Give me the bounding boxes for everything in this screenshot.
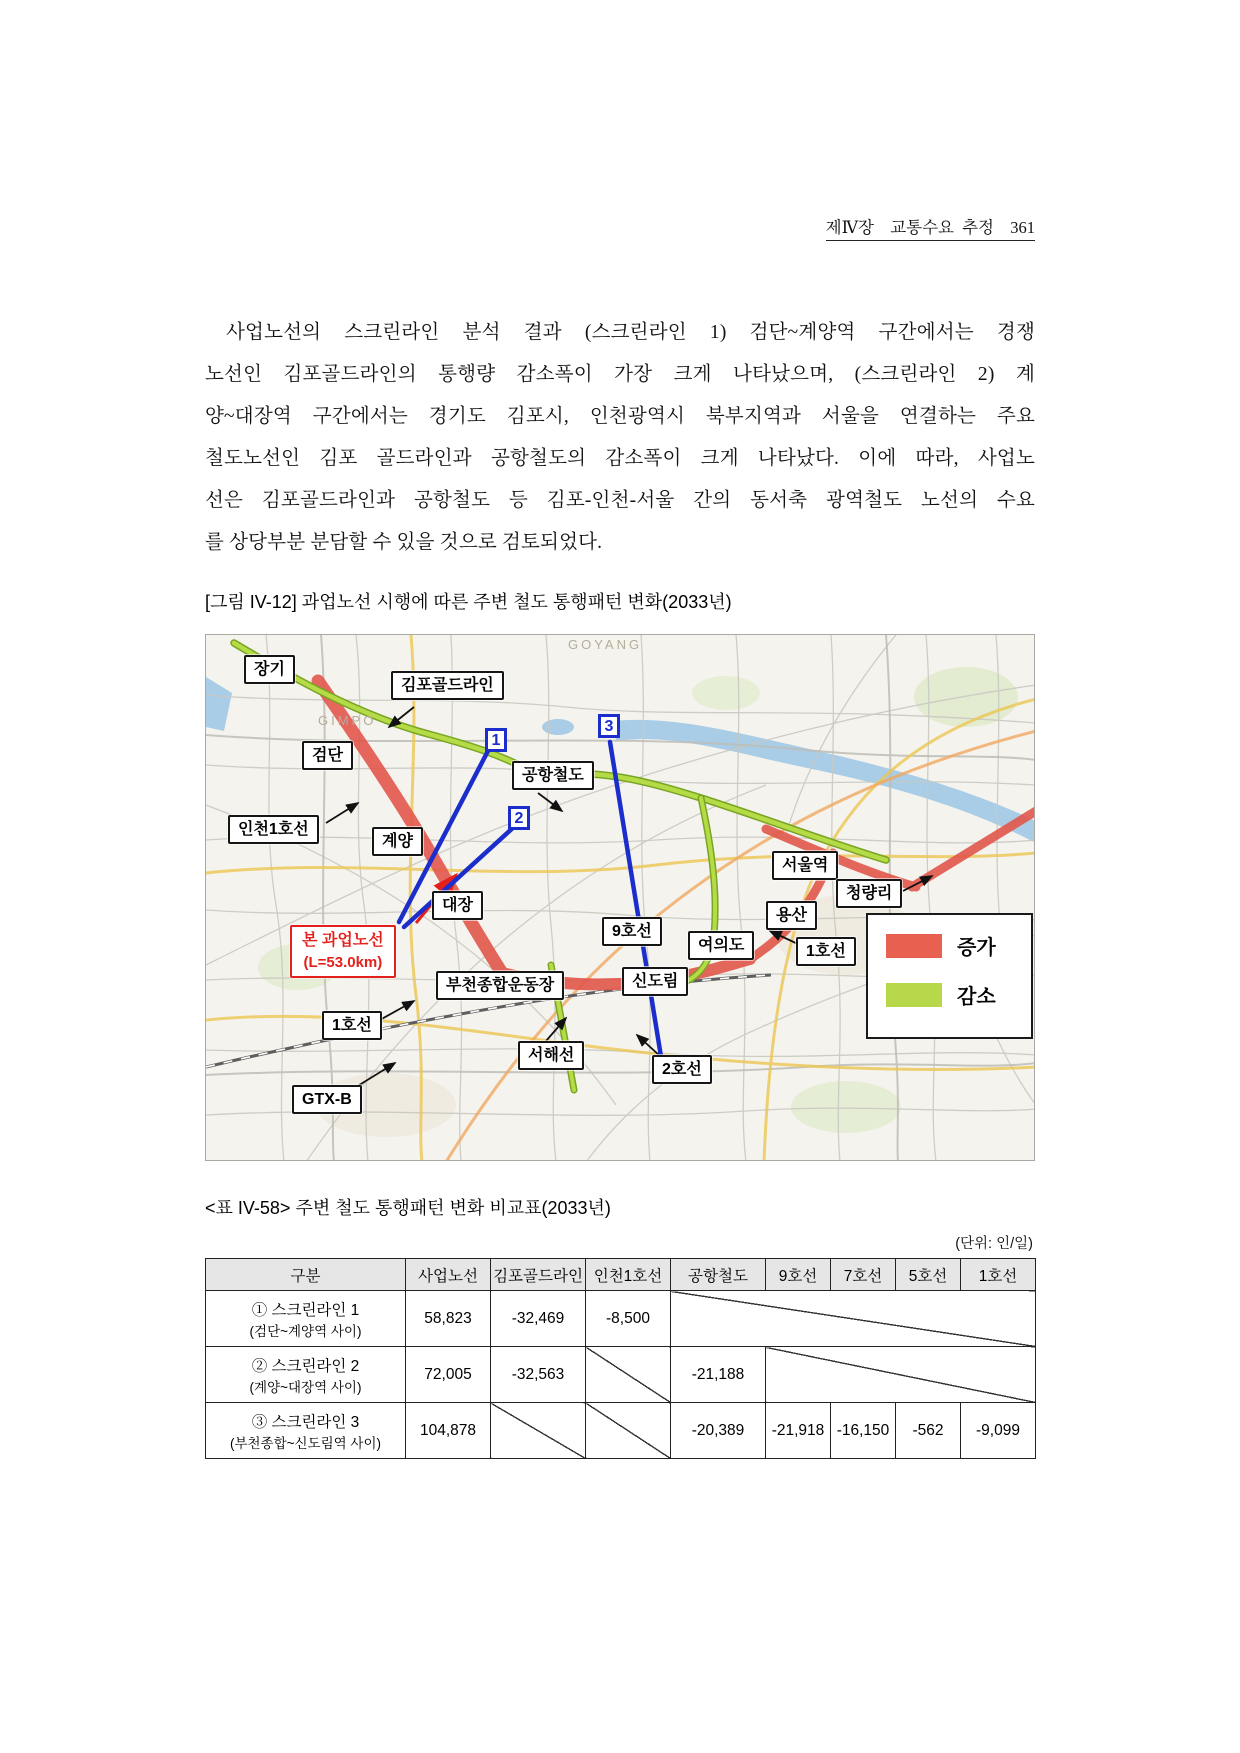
map-label-gyeyang: 계양 [372, 827, 423, 856]
table-cell: -16,150 [831, 1403, 896, 1459]
figure-caption: [그림 IV-12] 과업노선 시행에 따른 주변 철도 통행패턴 변화(2033년) [205, 592, 732, 612]
page-header [826, 214, 1035, 238]
table-cell: -32,469 [491, 1291, 586, 1347]
legend-row-decrease [886, 980, 1031, 1009]
column-header: 구분 [206, 1259, 406, 1291]
railway-change-map [205, 634, 1035, 1161]
column-header: 김포골드라인 [491, 1259, 586, 1291]
table-cell: -8,500 [586, 1291, 671, 1347]
table-caption: <표 IV-58> 주변 철도 통행패턴 변화 비교표(2033년) [205, 1198, 611, 1218]
row-label-sub: (검단~계양역 사이) [249, 1323, 362, 1339]
basemap-city-goyang: GOYANG [568, 637, 643, 652]
map-label-seohae-line: 서해선 [518, 1041, 584, 1070]
map-label-line9: 9호선 [602, 917, 662, 946]
empty-cell-diagonal [491, 1403, 586, 1459]
map-label-line2: 2호선 [652, 1055, 712, 1084]
screenline-marker-3: 3 [598, 714, 620, 738]
column-header: 5호선 [896, 1259, 961, 1291]
table-cell: -21,918 [766, 1403, 831, 1459]
map-label-incheon-line1: 인천1호선 [228, 815, 319, 844]
table-cell: -32,563 [491, 1347, 586, 1403]
comparison-table [205, 1258, 1036, 1459]
column-header: 사업노선 [406, 1259, 491, 1291]
screenline-marker-1: 1 [485, 728, 507, 752]
map-label-gimpo-gold-line: 김포골드라인 [391, 671, 504, 700]
row-label-sub: (계양~대장역 사이) [249, 1379, 362, 1395]
project-line-name: 본 과업노선 [302, 932, 384, 949]
increase-color-swatch [886, 934, 942, 958]
table-row-screenline-2 [206, 1347, 1036, 1403]
row-label-title: ③ 스크린라인 3 [251, 1413, 360, 1431]
map-label-line1-west: 1호선 [322, 1011, 382, 1040]
column-header: 공항철도 [671, 1259, 766, 1291]
table-cell: 104,878 [406, 1403, 491, 1459]
map-label-bucheon-stadium: 부천종합운동장 [436, 971, 564, 1000]
empty-cell-diagonal [671, 1291, 1036, 1347]
decrease-label: 감소 [957, 986, 996, 1008]
paragraph-line: 선은 김포골드라인과 공항철도 등 김포-인천-서울 간의 동서축 광역철도 노선의 수요 [205, 490, 1035, 511]
map-label-cheongnyangni: 청량리 [836, 879, 902, 908]
empty-cell-diagonal [766, 1347, 1036, 1403]
decrease-color-swatch [886, 983, 942, 1007]
table-header-row [206, 1259, 1036, 1291]
basemap-city-gimpo: GIMPO [318, 713, 377, 728]
table-row-screenline-1 [206, 1291, 1036, 1347]
table-cell: 72,005 [406, 1347, 491, 1403]
map-label-daejang: 대장 [432, 891, 483, 920]
row-label [206, 1291, 406, 1347]
map-label-seoul-station: 서울역 [772, 851, 838, 880]
column-header: 7호선 [831, 1259, 896, 1291]
chapter-header: 제Ⅳ장 교통수요 추정 361 [826, 218, 1035, 241]
unit-note: (단위: 인/일) [955, 1236, 1033, 1252]
empty-cell-diagonal [586, 1347, 671, 1403]
map-legend [866, 913, 1033, 1039]
paragraph-line: 양~대장역 구간에서는 경기도 김포시, 인천광역시 북부지역과 서울을 연결하는 주요 [205, 406, 1035, 427]
increase-label: 증가 [957, 937, 996, 959]
paragraph-line: 사업노선의 스크린라인 분석 결과 (스크린라인 1) 검단~계양역 구간에서는 경쟁 [226, 322, 1035, 343]
column-header: 1호선 [961, 1259, 1036, 1291]
column-header: 인천1호선 [586, 1259, 671, 1291]
paragraph-line: 철도노선인 김포 골드라인과 공항철도의 감소폭이 크게 나타났다. 이에 따라, 사업노 [205, 448, 1035, 469]
table-cell: -21,188 [671, 1347, 766, 1403]
map-label-sindorim: 신도림 [622, 967, 688, 996]
map-label-gtx-b: GTX-B [292, 1085, 362, 1114]
project-line-length: (L=53.0km) [303, 954, 383, 972]
row-label-sub: (부천종합~신도림역 사이) [229, 1435, 382, 1451]
map-label-janggi: 장기 [244, 655, 295, 684]
column-header: 9호선 [766, 1259, 831, 1291]
table-cell: -562 [896, 1403, 961, 1459]
base-map [206, 635, 1035, 1161]
screenline-marker-2: 2 [508, 806, 530, 830]
empty-cell-diagonal [586, 1403, 671, 1459]
map-label-geomdan: 검단 [302, 741, 353, 770]
table-cell: -9,099 [961, 1403, 1036, 1459]
table-cell: 58,823 [406, 1291, 491, 1347]
map-label-line1-east: 1호선 [796, 937, 856, 966]
paragraph-line: 노선인 김포골드라인의 통행량 감소폭이 가장 크게 나타났으며, (스크린라인 2) 계 [205, 364, 1035, 385]
table-row-screenline-3 [206, 1403, 1036, 1459]
row-label-title: ② 스크린라인 2 [251, 1357, 360, 1375]
body-paragraph [205, 312, 1035, 564]
row-label [206, 1403, 406, 1459]
map-label-airport-railroad: 공항철도 [512, 761, 594, 790]
map-label-yeouido: 여의도 [688, 931, 754, 960]
paragraph-line: 를 상당부분 분담할 수 있을 것으로 검토되었다. [205, 532, 603, 553]
row-label [206, 1347, 406, 1403]
map-label-project-line [290, 925, 396, 978]
row-label-title: ① 스크린라인 1 [251, 1301, 360, 1319]
map-label-yongsan: 용산 [766, 901, 817, 930]
table-cell: -20,389 [671, 1403, 766, 1459]
legend-row-increase [886, 931, 1031, 960]
